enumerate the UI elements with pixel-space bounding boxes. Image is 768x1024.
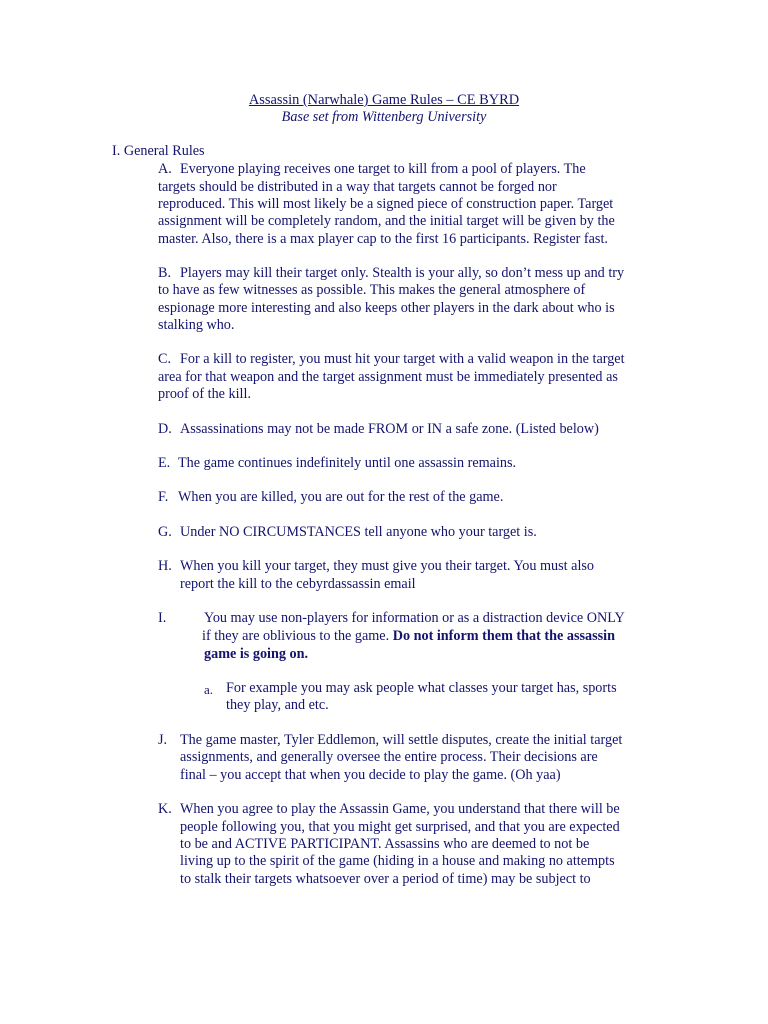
rule-c-line: For a kill to register, you must hit your target with a valid weapon in the target: [180, 351, 625, 367]
rule-j-line: The game master, Tyler Eddlemon, will settle disputes, create the initial target: [180, 732, 623, 748]
rule-k-line: living up to the spirit of the game (hiding in a house and making no attempts: [180, 853, 615, 869]
rule-h-line: When you kill your target, they must give you their target. You must also: [180, 558, 595, 574]
rule-i-bold-text: Do not inform them that the assassin: [392, 628, 615, 644]
rule-b-line: espionage more interesting and also keeps other players in the dark about who is: [158, 300, 615, 316]
section-heading: I. General Rules: [112, 143, 205, 159]
rule-a-line: master. Also, there is a max player cap to the first 16 participants. Register fast.: [158, 231, 608, 247]
rule-i-line: You may use non-players for information or as a distraction device ONLY: [204, 610, 625, 626]
rule-j-label: J.: [158, 732, 168, 748]
rule-b-line: to have as few witnesses as possible. This makes the general atmosphere of: [158, 282, 586, 298]
rule-h-label: H.: [158, 558, 172, 574]
rule-e-text: The game continues indefinitely until one assassin remains.: [178, 455, 517, 471]
rule-a-line: Everyone playing receives one target to kill from a pool of players. The: [180, 161, 586, 177]
document-title: Assassin (Narwhale) Game Rules – CE BYRD: [248, 92, 520, 108]
rule-a-label: A.: [158, 161, 172, 177]
rule-j-line: assignments, and generally oversee the entire process. Their decisions are: [180, 749, 598, 765]
rule-c-line: area for that weapon and the target assignment must be immediately presented as: [158, 369, 618, 385]
rule-i-sub-a-label: a.: [204, 682, 214, 697]
rule-g-label: G.: [158, 524, 172, 540]
rule-f-label: F.: [158, 489, 169, 505]
rule-k-line: to stalk their targets whatsoever over a period of time) may be subject to: [180, 871, 591, 887]
rule-g-text: Under NO CIRCUMSTANCES tell anyone who your target is.: [180, 524, 537, 540]
rule-e-label: E.: [158, 455, 171, 471]
document-subtitle: Base set from Wittenberg University: [281, 109, 487, 125]
rule-i-label: I.: [158, 610, 167, 626]
rule-j-line: final – you accept that when you decide to play the game. (Oh yaa): [180, 767, 561, 783]
rule-h-line: report the kill to the cebyrdassassin email: [180, 576, 416, 592]
rule-b-line: stalking who.: [158, 317, 235, 333]
rule-i-plain-text: if they are oblivious to the game.: [202, 628, 393, 644]
rule-k-line: to be and ACTIVE PARTICIPANT. Assassins who are deemed to not be: [180, 836, 590, 852]
rule-a-line: reproduced. This will most likely be a signed piece of construction paper. Target: [158, 196, 614, 212]
rule-b-label: B.: [158, 265, 172, 281]
rule-i-sub-a-line: For example you may ask people what classes your target has, sports: [226, 680, 617, 696]
rule-i-sub-a-line: they play, and etc.: [226, 697, 329, 713]
rule-c-line: proof of the kill.: [158, 386, 251, 402]
rule-k-label: K.: [158, 801, 172, 817]
rule-k-line: When you agree to play the Assassin Game, you understand that there will be: [180, 801, 620, 817]
rule-a-line: assignment will be completely random, and the initial target will be given by the: [158, 213, 615, 229]
rule-c-label: C.: [158, 351, 172, 367]
rule-i-bold-line: game is going on.: [204, 646, 309, 662]
rule-k-line: people following you, that you might get surprised, and that you are expected: [180, 819, 620, 835]
rule-d-label: D.: [158, 421, 172, 437]
rule-d-text: Assassinations may not be made FROM or IN a safe zone. (Listed below): [180, 421, 599, 437]
rule-a-line: targets should be distributed in a way that targets cannot be forged nor: [158, 179, 557, 195]
rule-b-line: Players may kill their target only. Stealth is your ally, so don’t mess up and try: [180, 265, 625, 281]
rule-f-text: When you are killed, you are out for the rest of the game.: [178, 489, 504, 505]
rule-i-line: [202, 628, 615, 645]
